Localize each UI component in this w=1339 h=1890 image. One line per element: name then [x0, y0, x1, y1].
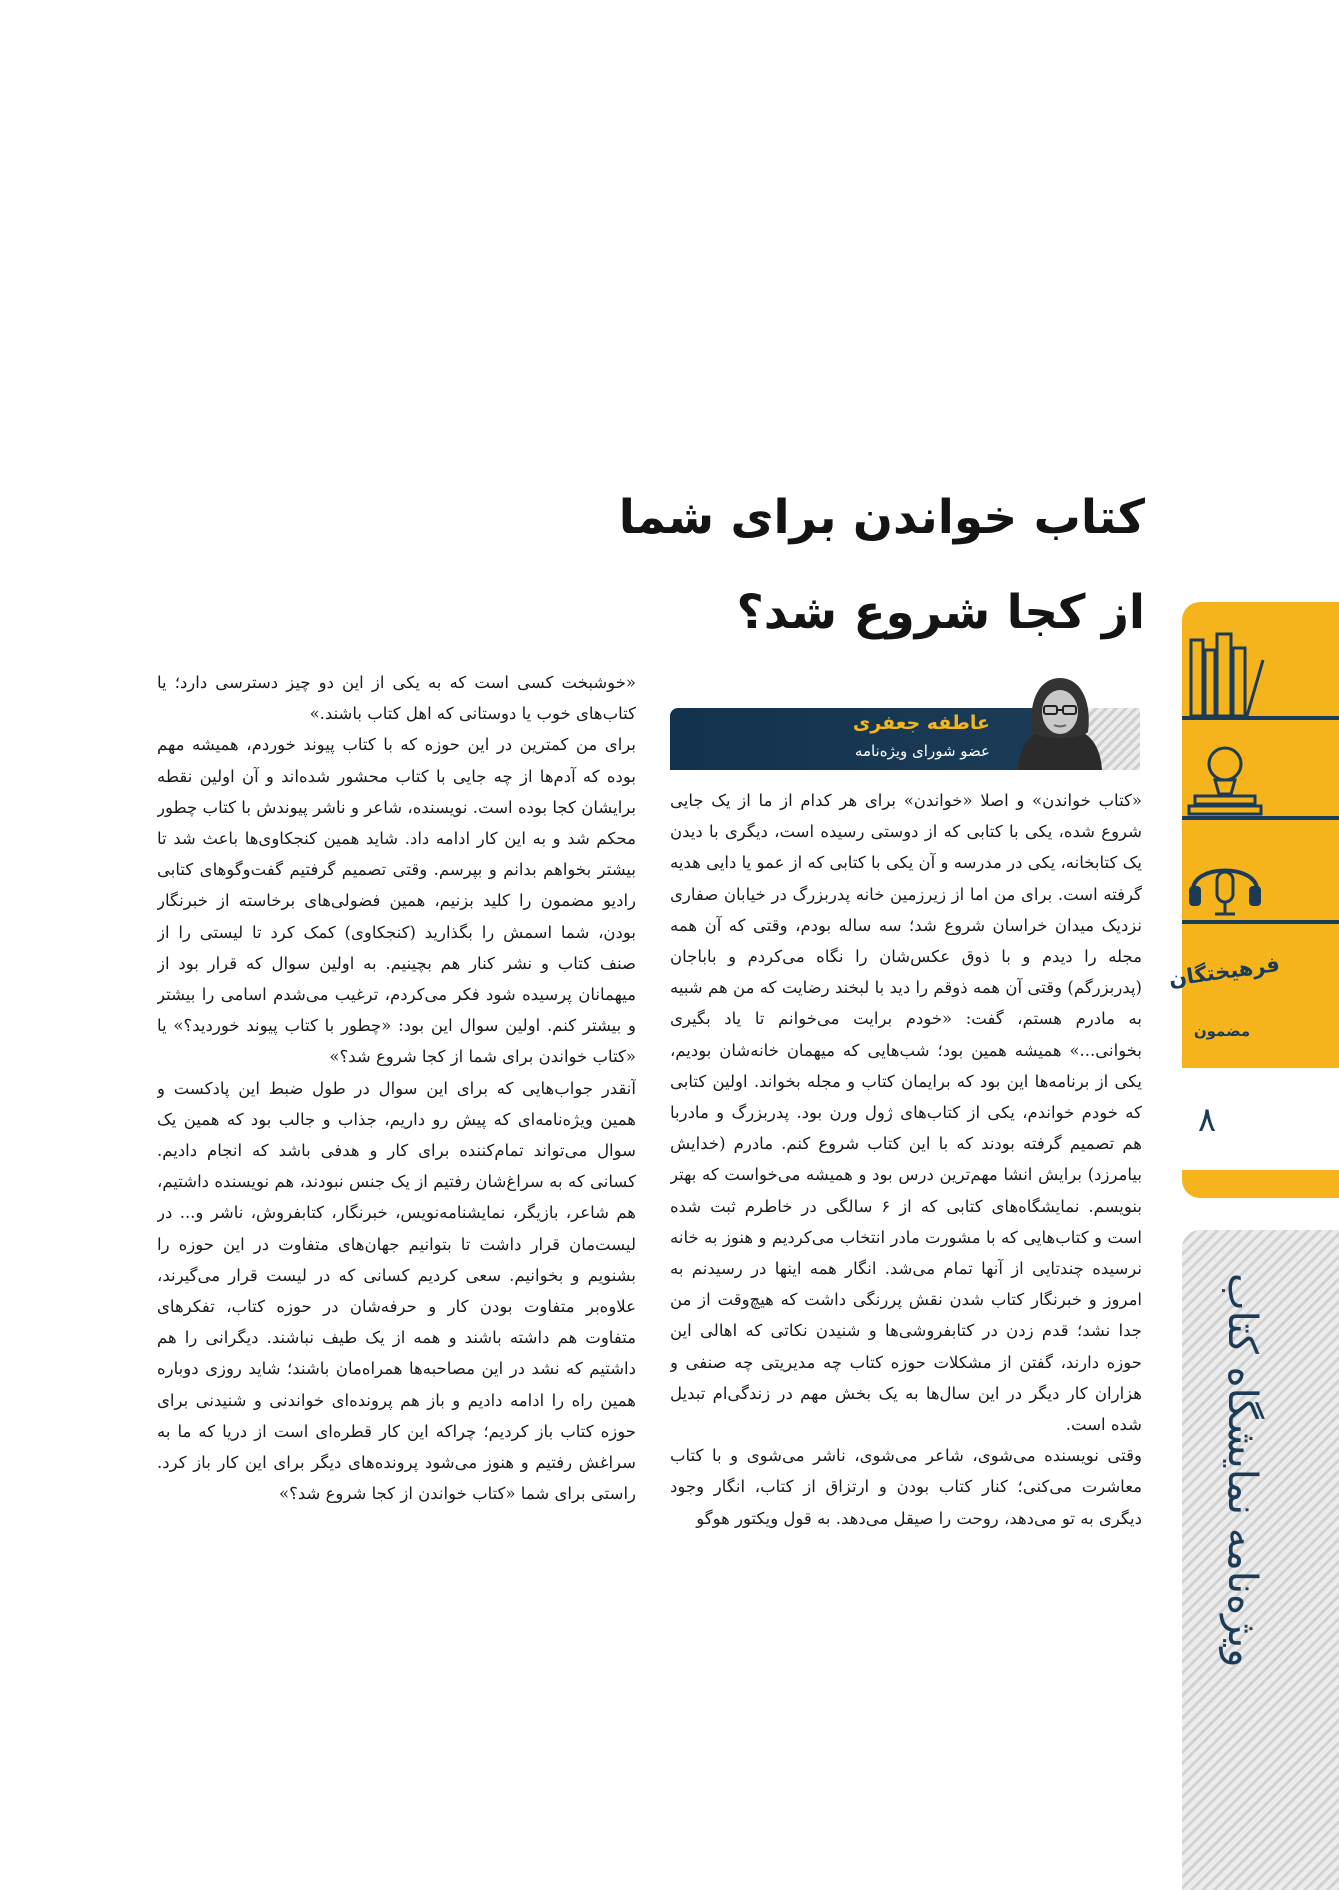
article-paragraph: برای من کمترین در این حوزه که با کتاب پیوند خوردم، همیشه مهم بوده که آدم‌ها از چه جایی با کتاب محشور شده‌اند و آن اولین نقطه برایشان کجا بوده است. نویسنده، شاعر و ناشر پیوندش با کتاب چطور محکم شد و به این کار ادامه داد. شاید همین کنجکاوی‌ها باعث شد تا بیشتر بخواهم بدانم و بپرسم. وقتی تصمیم گرفتیم گفت‌وگوهای کتابی رادیو مضمون را کلید بزنیم، همین فضولی‌های برخاسته از خبرنگار بودن، شما اسمش را بگذارید (کنجکاوی) کمک کرد تا لیستی را از صنف کتاب و نشر کنار هم بچینیم. به اولین سوال که قرار بود از میهمانان پرسیده شود فکر می‌کردم، ترغیب می‌شدم اسامی را بیشتر و بیشتر کنم. اولین سوال این بود: «چطور با کتاب پیوند خوردید؟» یا «کتاب خواندن برای شما از کجا شروع شد؟» — [157, 735, 636, 1067]
author-role: عضو شورای ویژه‌نامه — [854, 742, 990, 760]
article-title-line-2: از کجا شروع شد؟ — [736, 585, 1145, 640]
books-icon — [1185, 630, 1265, 716]
article-title — [560, 470, 1145, 660]
author-name: عاطفه جعفری — [852, 712, 990, 734]
shelf-line — [1182, 716, 1339, 720]
shelf-line — [1182, 816, 1339, 820]
trophy-icon — [1185, 740, 1265, 816]
article-title-line-1: کتاب خواندن برای شما — [618, 490, 1145, 545]
article-paragraph: «خوشبخت کسی است که به یکی از این دو چیز دسترسی دارد؛ یا کتاب‌های خوب یا دوستانی که اهل کتاب باشند.» — [157, 673, 636, 724]
brand-sub-text: مضمون — [1193, 1022, 1251, 1040]
article-paragraph: وقتی نویسنده می‌شوی، شاعر می‌شوی، ناشر می‌شوی و با کتاب معاشرت می‌کنی؛ کنار کتاب بودن و ارتزاق از کتاب، انگار وجود دیگری به تو می‌دهد، روحت را صیقل می‌دهد. به قول ویکتور هوگو — [670, 1446, 1142, 1528]
microphone-headphones-icon — [1185, 850, 1265, 920]
author-portrait-icon — [1010, 670, 1110, 770]
article-paragraph: «کتاب خواندن» و اصلا «خواندن» برای هر کدام از ما از یک جایی شروع شده، یکی با کتابی که از دوستی رسیده است، دیگری با دیدن یک کتابخانه، یکی در مدرسه و آن یکی با کتابی که از عمو یا دایی هدیه گرفته است. برای من اما از زیرزمین خانه پدربزرگ در خیابان صفاری نزدیک میدان خراسان شروع شد؛ سه ساله بودم، وقتی که آن همه مجله را دیدم و با ذوق عکس‌شان را نگاه می‌کردم و باباجان (پدربزرگم) وقتی آن همه ذوقم را دید با لبخند رضایت که من هم شبیه به مادرم هستم، گفت: «خودم برایت می‌خوانم تا یاد بگیری بخوانی...» همیشه همین بود؛ شب‌هایی که میهمان خانه‌شان بودیم، یکی از برنامه‌ها این بود که برایمان کتاب و مجله بخواند. اولین کتابی که خودم خواندم، یکی از کتاب‌های ژول ورن بود. پدربزرگ و مادربا هم تصمیم گرفته بودند که با این کتاب شروع کنم. مادرم (خدایش بیامرزد) برایش انشا مهم‌ترین درس بود و همیشه می‌خواست که بهتر بنویسم. نمایشگاه‌های کتابی که از ۶ سالگی در خاطرم ثبت شده است و کتاب‌هایی که با مشورت مادر انتخاب می‌کردیم و هنوز به خانه نرسیده چندتایی از آنها تمام می‌شد. انگار همه اینها در رسیدنم به امروز و خبرنگار کتاب شدن نقش پررنگی داشت که هیچ‌وقت از من جدا نشد؛ قدم زدن در کتابفروشی‌ها و شنیدن نکاتی که اهالی این حوزه دارند، گفتن از مشکلات حوزه کتاب چه مدیریتی چه صنفی و هزاران کار دیگر در این سال‌ها به یک بخش مهم در زندگی‌ام تبدیل شده است. — [670, 791, 1142, 1435]
article-column-left — [157, 667, 636, 1705]
page-number: ۸ — [1197, 1100, 1217, 1140]
vertical-section-title: ویژه‌نامه نمایشگاه کتاب — [1219, 1272, 1265, 1668]
article-paragraph: آنقدر جواب‌هایی که برای این سوال در طول ضبط این پادکست و همین ویژه‌نامه‌ای که پیش رو داریم، جذاب و جالب بود که همین یک سوال می‌تواند تمام‌کننده برای کار و هدفی باشد که انجام دادیم. کسانی که به سراغ‌شان رفتیم از یک جنس نبودند، هم نویسنده داشتیم، هم شاعر، بازیگر، نمایشنامه‌نویس، خبرنگار، کتابفروش، ناشر و... در لیست‌مان قرار داشت تا بتوانیم جهان‌های متفاوت در این حوزه را بشنویم و بخوانیم. سعی کردیم کسانی که در لیست قرار می‌گیرند، علاوه‌بر متفاوت بودن کار و حرفه‌شان در حوزه کتاب، تفکرهای متفاوت هم داشته باشند و همه از یک طیف نباشند. دیگرانی را هم داشتیم که نشد در این مصاحبه‌ها همراه‌مان باشند؛ شاید روزی دوباره همین راه را ادامه دادیم و باز هم پرونده‌ای خواندنی و شنیدنی برای حوزه کتاب باز کردیم؛ چراکه این کار قطره‌ای است از دریا که ما به سراغش رفتیم و هنوز می‌شود پرونده‌های دیگر برای این کار باز کرد. راستی برای شما «کتاب خواندن از کجا شروع شد؟» — [157, 1078, 636, 1504]
brand-logo-text: فرهیختگان — [1167, 951, 1282, 992]
shelf-line — [1182, 920, 1339, 924]
article-column-right — [670, 785, 1142, 1721]
